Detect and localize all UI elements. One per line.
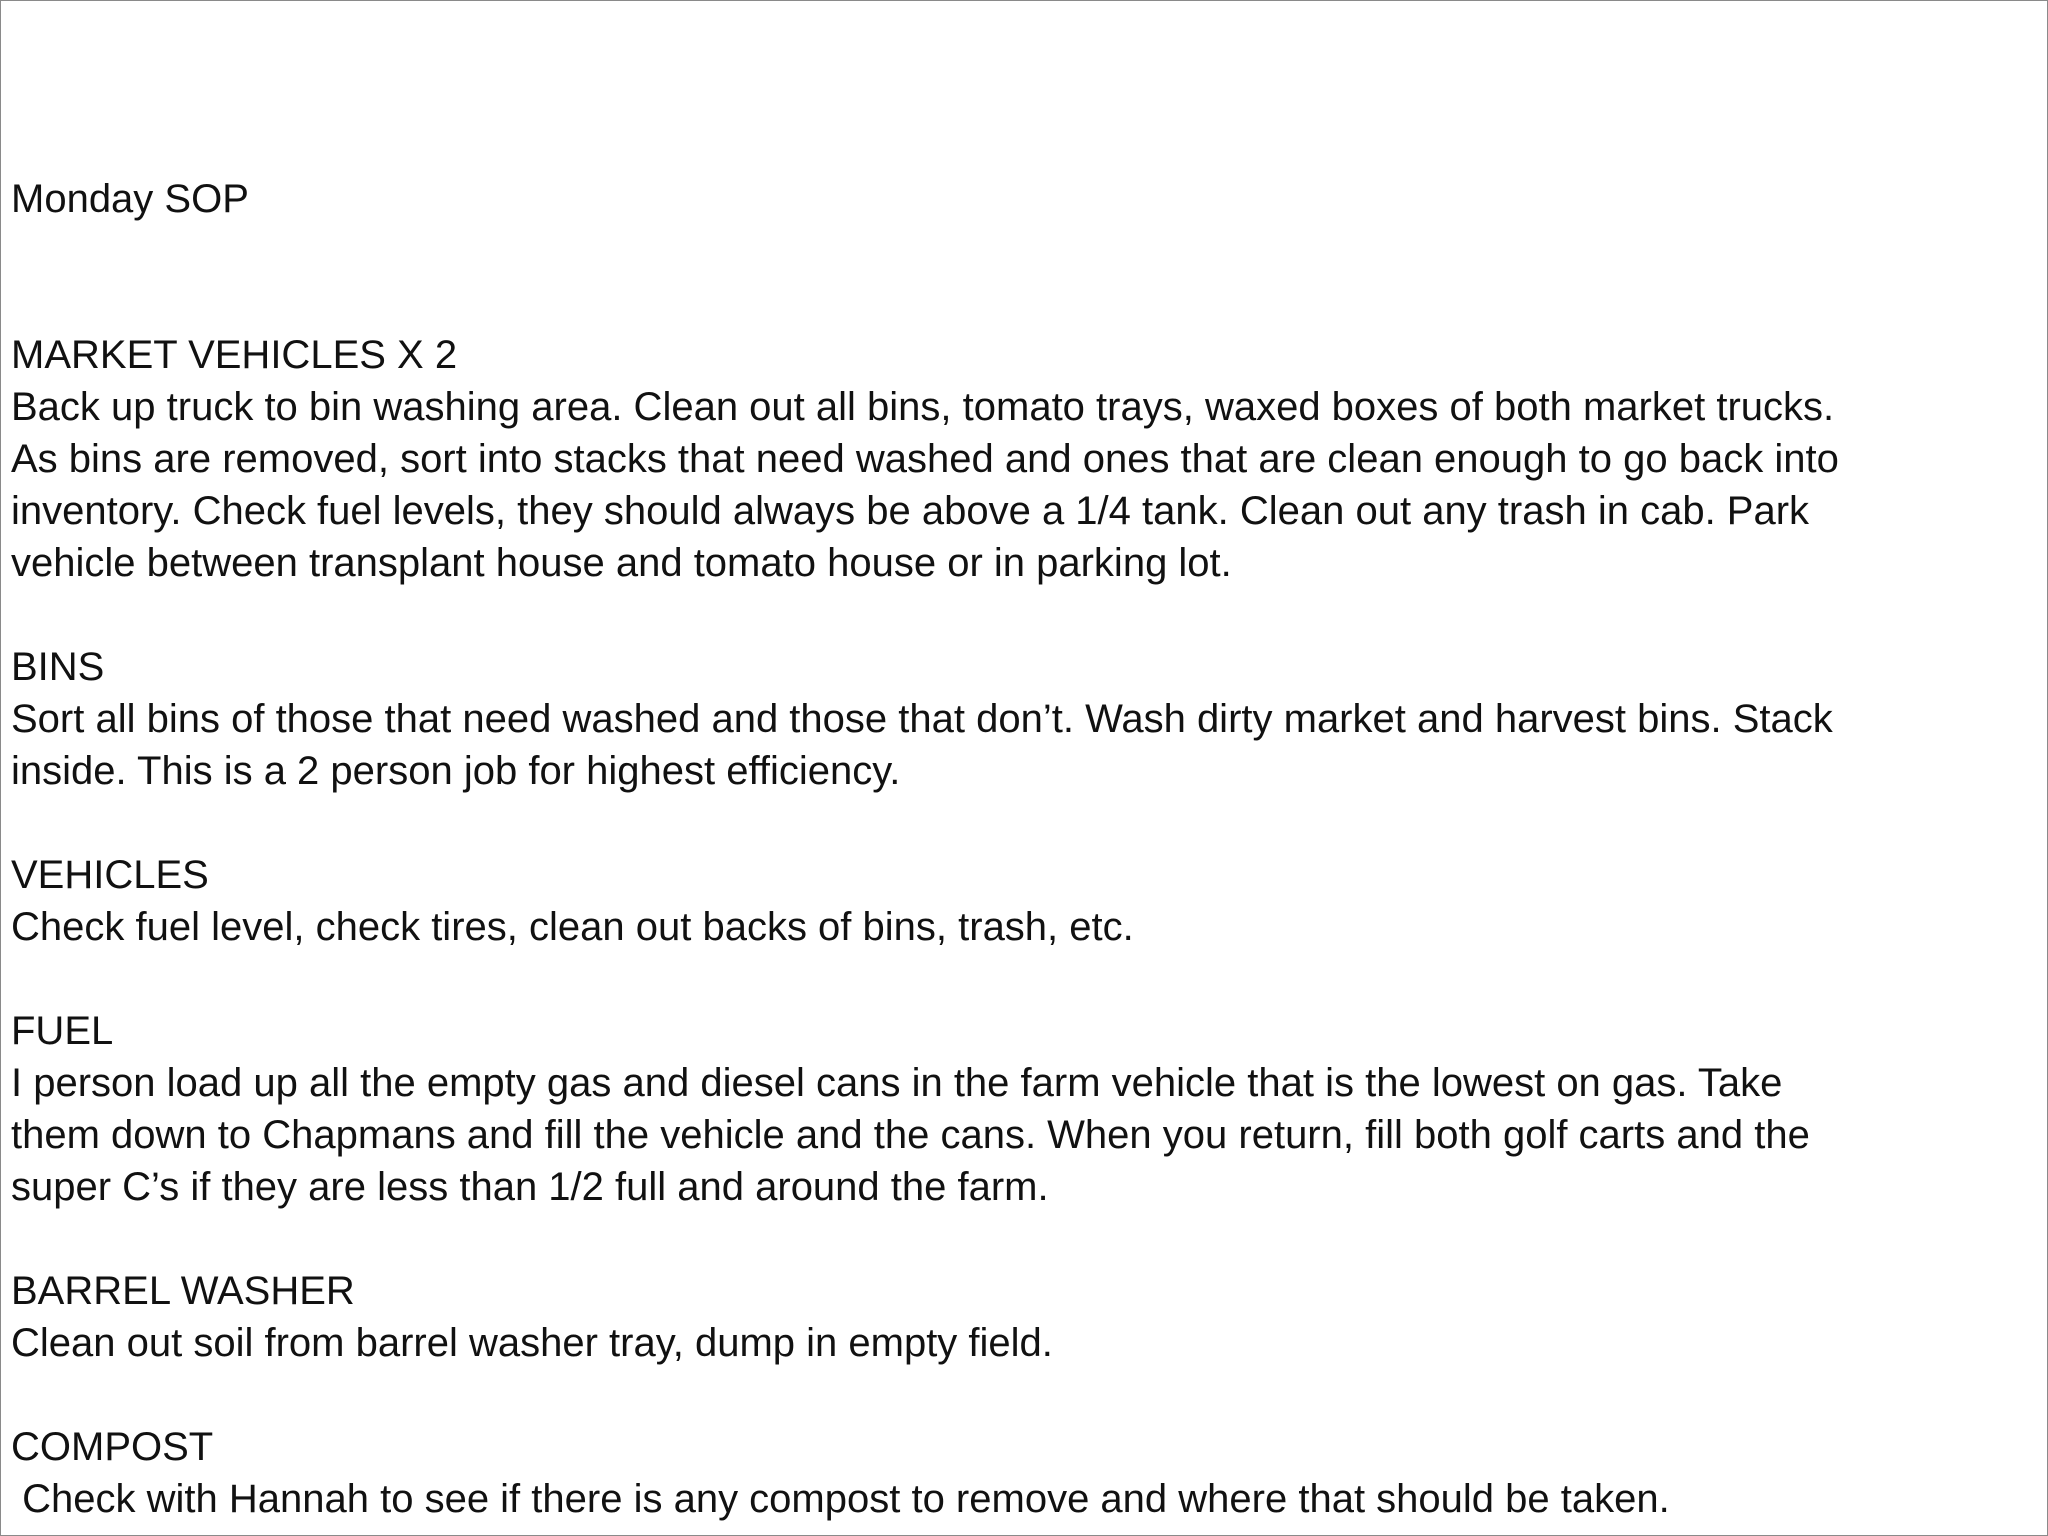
- section-heading: COMPOST: [11, 1425, 214, 1469]
- spacer: [11, 1213, 2041, 1265]
- section-heading: MARKET VEHICLES X 2: [11, 333, 458, 377]
- spacer: [11, 225, 2041, 329]
- section-bins: [11, 641, 2041, 797]
- spacer: [11, 953, 2041, 1005]
- document-content: [11, 173, 2041, 1525]
- spacer: [11, 1369, 2041, 1421]
- section-body: I person load up all the empty gas and diesel cans in the farm vehicle that is the lowest on gas. Take them down to Chapmans and fill the vehicle and the cans. When you return, fill both golf carts and the super C’s if they are less than 1/2 full and around the farm.: [11, 1061, 1810, 1209]
- spacer: [11, 797, 2041, 849]
- section-heading: BARREL WASHER: [11, 1269, 355, 1313]
- section-body: Check with Hannah to see if there is any compost to remove and where that should be taken.: [11, 1477, 1670, 1521]
- section-market-vehicles: [11, 329, 2041, 589]
- section-barrel-washer: [11, 1265, 2041, 1369]
- section-heading: BINS: [11, 645, 105, 689]
- section-compost: [11, 1421, 2041, 1525]
- section-heading: VEHICLES: [11, 853, 209, 897]
- section-body: Clean out soil from barrel washer tray, dump in empty field.: [11, 1321, 1053, 1365]
- section-vehicles: [11, 849, 2041, 953]
- section-heading: FUEL: [11, 1009, 114, 1053]
- section-body: Check fuel level, check tires, clean out backs of bins, trash, etc.: [11, 905, 1134, 949]
- spacer: [11, 589, 2041, 641]
- document-title: Monday SOP: [11, 177, 249, 221]
- section-body: Back up truck to bin washing area. Clean out all bins, tomato trays, waxed boxes of both market trucks. As bins are removed, sort into stacks that need washed and ones that are clean enough to go back into inventory. Check fuel levels, they should always be above a 1/4 tank. Clean out any trash in cab. Park vehicle between transplant house and tomato house or in parking lot.: [11, 385, 1839, 585]
- section-fuel: [11, 1005, 2041, 1213]
- section-body: Sort all bins of those that need washed and those that don’t. Wash dirty market and harvest bins. Stack inside. This is a 2 person job for highest efficiency.: [11, 697, 1833, 793]
